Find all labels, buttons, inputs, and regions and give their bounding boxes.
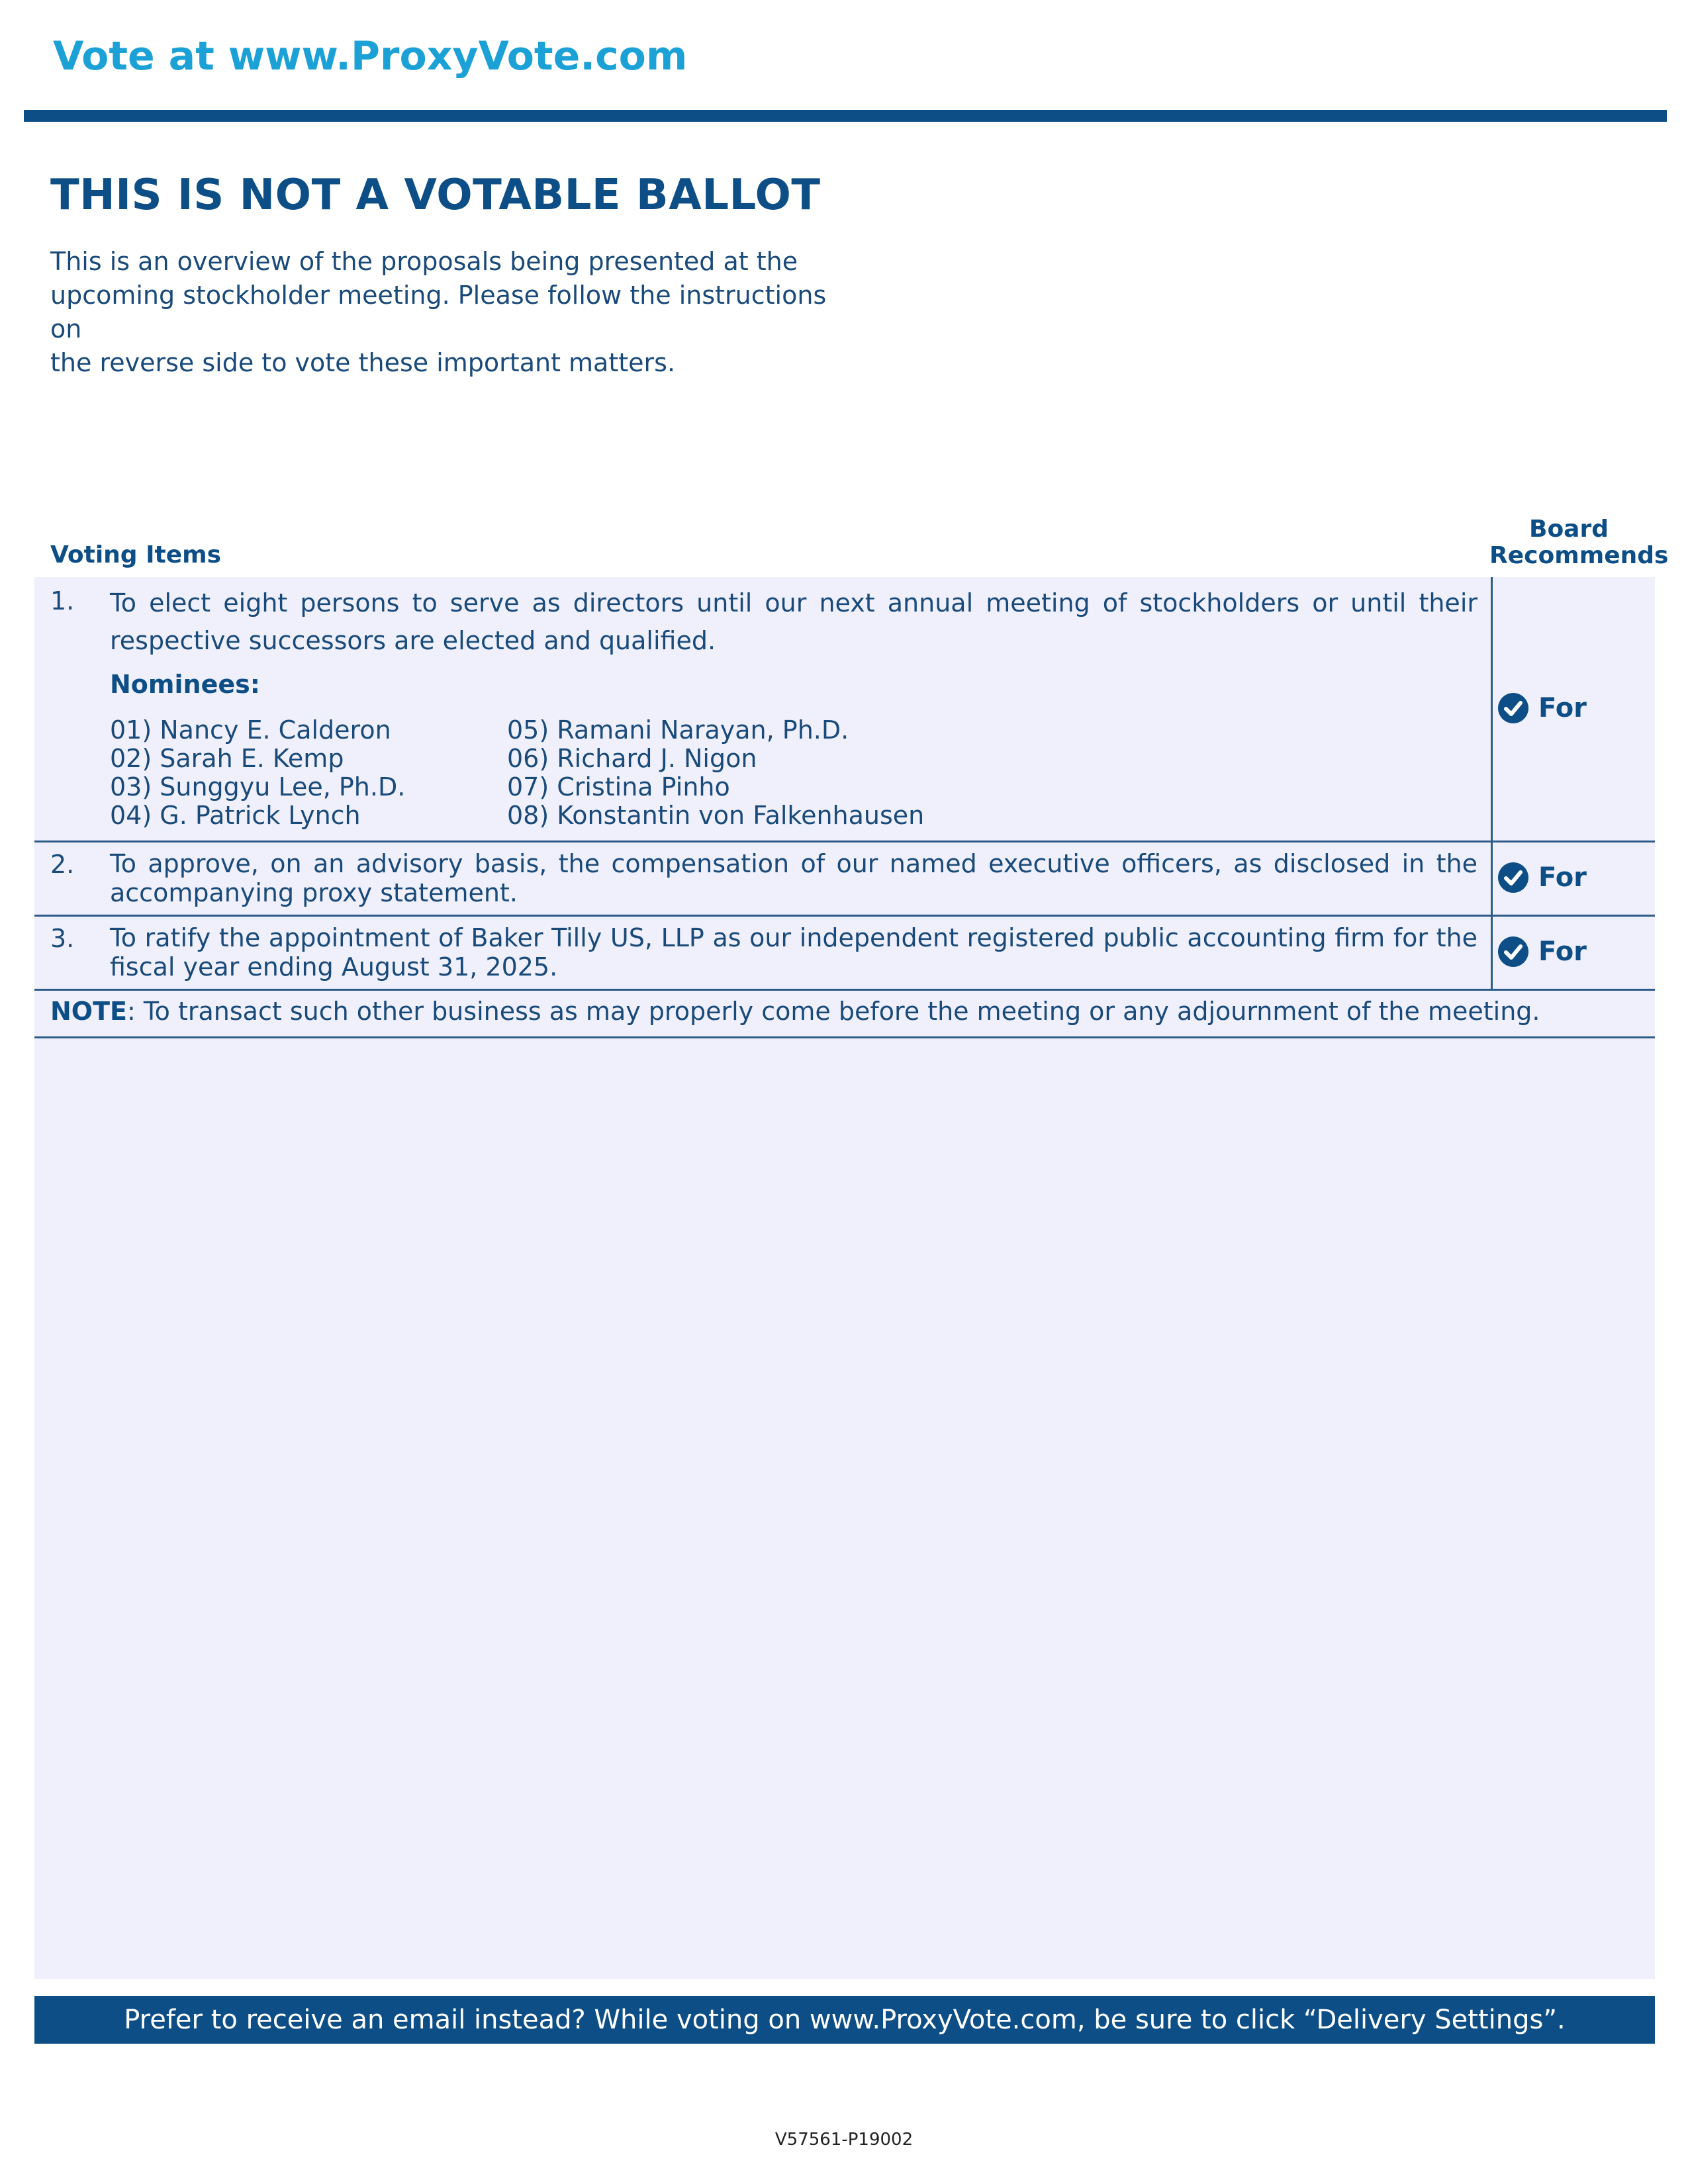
intro-line: This is an overview of the proposals being presented at the xyxy=(50,247,798,276)
board-header-line2: Recommends xyxy=(1489,542,1669,569)
item-1-text: To elect eight persons to serve as directors until our next annual meeting of stockholders or until their respective successors are elected and qualified. xyxy=(110,588,1477,655)
nominee: 03) Sunggyu Lee, Ph.D. xyxy=(110,772,406,801)
item-number: 2. xyxy=(50,850,75,879)
recommendation-item-1 xyxy=(1497,692,1587,724)
item-3-text: To ratify the appointment of Baker Tilly US, LLP as our independent registered public accounting firm for the fiscal year ending August 31, 2025. xyxy=(110,923,1477,981)
recommend-column-divider xyxy=(1491,577,1493,989)
row-divider xyxy=(34,1036,1655,1038)
nominee: 08) Konstantin von Falkenhausen xyxy=(507,801,925,830)
email-delivery-banner xyxy=(34,1996,1655,2044)
intro-line: the reverse side to vote these important matters. xyxy=(50,348,676,377)
recommendation-label: For xyxy=(1538,862,1587,893)
meeting-note xyxy=(50,997,1540,1026)
nominee: 05) Ramani Narayan, Ph.D. xyxy=(507,715,849,745)
row-divider xyxy=(34,915,1655,917)
page-title: THIS IS NOT A VOTABLE BALLOT xyxy=(50,171,821,220)
row-divider xyxy=(34,841,1655,842)
note-text: : To transact such other business as may properly come before the meeting or any adjournment of the meeting. xyxy=(127,997,1540,1026)
voting-items-header: Voting Items xyxy=(50,541,222,569)
nominees-label: Nominees: xyxy=(110,670,260,699)
nominee: 01) Nancy E. Calderon xyxy=(110,715,391,745)
recommendation-item-2 xyxy=(1497,862,1587,893)
item-number: 3. xyxy=(50,924,75,953)
note-label: NOTE xyxy=(50,997,127,1026)
nominees-right-column xyxy=(507,716,924,830)
nominee: 02) Sarah E. Kemp xyxy=(110,744,344,773)
nominee: 04) G. Patrick Lynch xyxy=(110,801,361,830)
check-circle-icon xyxy=(1497,692,1529,724)
intro-line: upcoming stockholder meeting. Please follow the instructions on xyxy=(50,281,827,343)
nominee: 07) Cristina Pinho xyxy=(507,772,730,801)
check-circle-icon xyxy=(1497,862,1529,893)
nominee: 06) Richard J. Nigon xyxy=(507,744,757,773)
recommendation-label: For xyxy=(1538,936,1587,967)
recommendation-item-3 xyxy=(1497,936,1587,968)
recommendation-label: For xyxy=(1538,693,1587,723)
intro-paragraph xyxy=(50,245,845,380)
vote-url-header: Vote at www.ProxyVote.com xyxy=(53,33,688,79)
document-code: V57561-P19002 xyxy=(774,2130,914,2150)
item-number: 1. xyxy=(50,586,75,615)
nominees-left-column xyxy=(110,716,405,830)
check-circle-icon xyxy=(1497,936,1529,968)
board-recommends-header xyxy=(1489,516,1669,569)
board-header-line1: Board xyxy=(1529,516,1609,543)
row-divider xyxy=(34,989,1655,991)
email-delivery-text: Prefer to receive an email instead? While voting on www.ProxyVote.com, be sure to click “Delivery Settings”. xyxy=(124,2005,1566,2035)
top-divider xyxy=(24,110,1667,122)
item-2-text: To approve, on an advisory basis, the compensation of our named executive officers, as disclosed in the accompanying proxy statement. xyxy=(110,849,1477,907)
